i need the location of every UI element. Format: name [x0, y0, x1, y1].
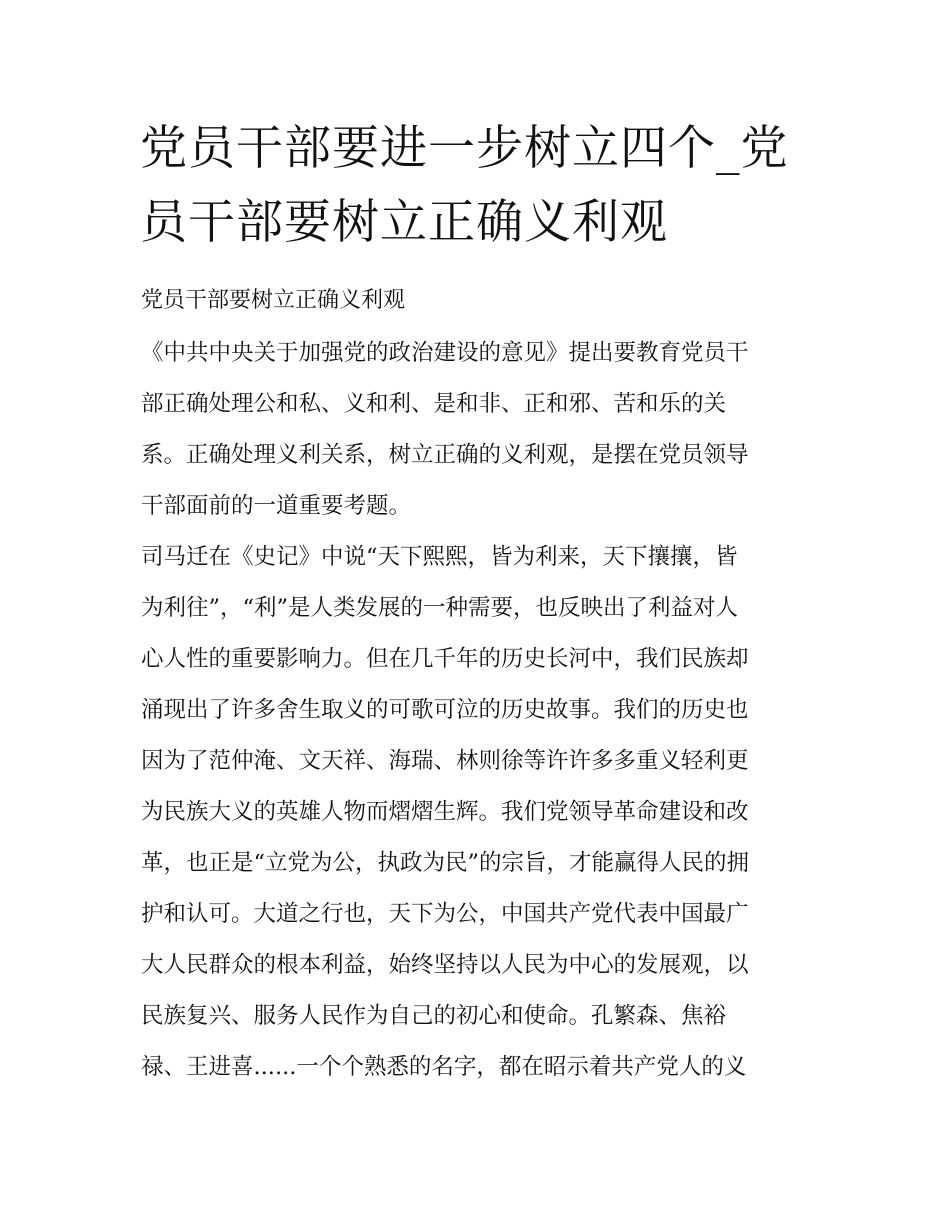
body-line: 禄、王进喜......一个个熟悉的名字，都在昭示着共产党人的义: [141, 1054, 747, 1080]
body-line: 为利往”，“利”是人类发展的一种需要，也反映出了利益对人: [141, 595, 739, 621]
document-title: [140, 112, 820, 260]
body-line: 司马迁在《史记》中说“天下熙熙，皆为利来，天下攘攘，皆: [141, 544, 738, 570]
body-line: 部正确处理公和私、义和利、是和非、正和邪、苦和乐的关: [141, 391, 727, 417]
body-line: 《中共中央关于加强党的政治建设的意见》提出要教育党员干: [141, 340, 749, 366]
body-line: 系。正确处理义利关系，树立正确的义利观，是摆在党员领导: [141, 442, 749, 468]
body-line: 涌现出了许多舍生取义的可歌可泣的历史故事。我们的历史也: [141, 697, 749, 723]
document-subtitle: 党员干部要树立正确义利观: [141, 288, 406, 313]
body-line: 因为了范仲淹、文天祥、海瑞、林则徐等许许多多重义轻利更: [141, 748, 749, 774]
body-line: 民族复兴、服务人民作为自己的初心和使命。孔繁森、焦裕: [141, 1003, 727, 1029]
body-line: 心人性的重要影响力。但在几千年的历史长河中，我们民族却: [141, 646, 749, 672]
body-line: 革，也正是“立党为公，执政为民”的宗旨，才能赢得人民的拥: [141, 850, 750, 876]
body-line: 干部面前的一道重要考题。: [141, 493, 412, 519]
title-line-2: 员干部要树立正确义利观: [140, 195, 668, 250]
body-line: 护和认可。大道之行也，天下为公，中国共产党代表中国最广: [141, 901, 749, 927]
title-line-1: 党员干部要进一步树立四个_党: [140, 121, 789, 176]
body-line: 大人民群众的根本利益，始终坚持以人民为中心的发展观，以: [141, 952, 749, 978]
body-line: 为民族大义的英雄人物而熠熠生辉。我们党领导革命建设和改: [141, 799, 749, 825]
